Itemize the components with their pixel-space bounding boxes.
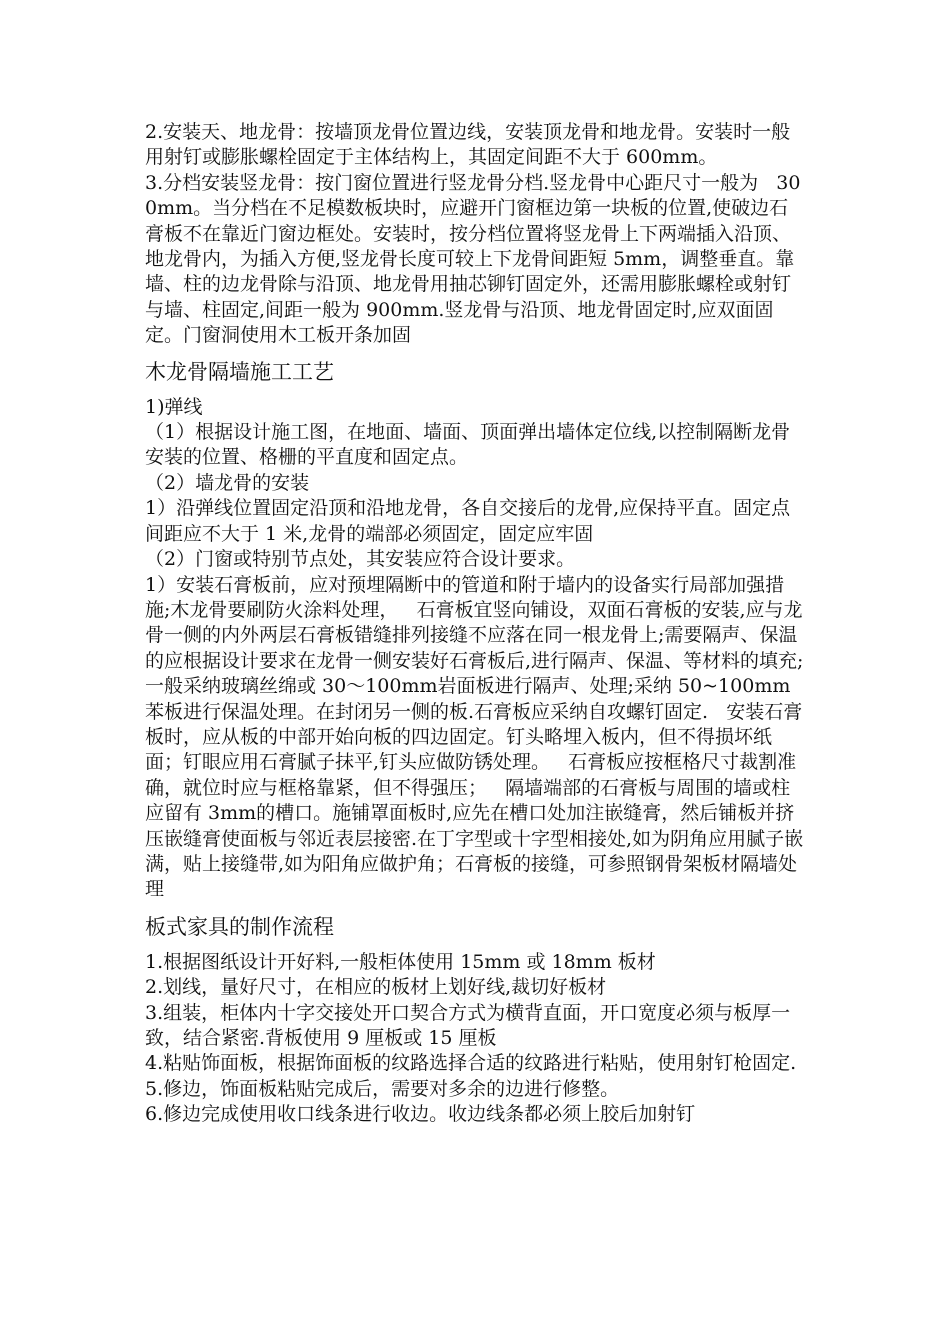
paragraph-wall-keel-fix: 1）沿弹线位置固定沿顶和沿地龙骨，各自交接后的龙骨,应保持平直。固定点间距应不大于 1 米,龙骨的端部必须固定，固定应牢固 xyxy=(145,497,791,545)
list-item: 3.组装，柜体内十字交接处开口契合方式为横背直面，开口宽度必须与板厚一致，结合紧密.背板使用 9 厘板或 15 厘板 xyxy=(145,1001,791,1049)
list-item: 4.粘贴饰面板，根据饰面板的纹路选择合适的纹路进行粘贴，使用射钉枪固定. xyxy=(145,1052,797,1075)
paragraph-snap-line-body: （1）根据设计施工图，在地面、墙面、顶面弹出墙体定位线,以控制隔断龙骨安装的位置、格栅的平直度和固定点。 xyxy=(145,421,791,469)
heading-wood-keel-partition: 木龙骨隔墙施工工艺 xyxy=(145,359,334,384)
document-page xyxy=(145,120,805,1128)
list-item: 1.根据图纸设计开好料,一般柜体使用 15mm 或 18mm 板材 xyxy=(145,950,656,973)
paragraph-install-top-bottom-keel: 2.安装天、地龙骨：按墙顶龙骨位置边线，安装顶龙骨和地龙骨。安装时一般用射钉或膨胀螺栓固定于主体结构上，其固定间距不大于 600mm。 xyxy=(145,121,791,169)
paragraph-gypsum-board-install: 1）安装石膏板前，应对预埋隔断中的管道和附于墙内的设备实行局部加强措施;木龙骨要刷防火涂料处理， 石膏板宜竖向铺设，双面石膏板的安装,应与龙骨一侧的内外两层石膏板错缝排列接缝不应落在同一根龙骨上;需要隔声、保温的应根据设计要求在龙骨一侧安装好石膏板后,进行隔声、保温、等材料的填充;一般采纳玻璃丝绵或 30～100mm岩面板进行隔声、处理;采纳 50~100mm苯板进行保温处理。在封闭另一侧的板.石膏板应采纳自攻螺钉固定. 安装石膏板时，应从板的中部开始向板的四边固定。钉头略埋入板内，但不得损坏纸面；钉眼应用石膏腻子抹平,钉头应做防锈处理。 石膏板应按框格尺寸裁割准确，就位时应与框格靠紧，但不得强压； 隔墙端部的石膏板与周围的墙或柱应留有 3mm的槽口。施铺罩面板时,应先在槽口处加注嵌缝膏，然后铺板并挤压嵌缝膏使面板与邻近表层接密.在丁字型或十字型相接处,如为阴角应用腻子嵌满，贴上接缝带,如为阳角应做护角；石膏板的接缝，可参照钢骨架板材隔墙处理 xyxy=(145,573,804,901)
paragraph-snap-line-title: 1)弹线 xyxy=(145,395,203,418)
paragraph-door-window-nodes: （2）门窗或特别节点处，其安装应符合设计要求。 xyxy=(145,548,576,571)
paragraph-wall-keel-title: （2）墙龙骨的安装 xyxy=(145,471,310,494)
paragraph-install-vertical-keel: 3.分档安装竖龙骨：按门窗位置进行竖龙骨分档.竖龙骨中心距尺寸一般为 300mm。当分档在不足模数板块时，应避开门窗框边第一块板的位置,使破边石膏板不在靠近门窗边框处。安装时，按分档位置将竖龙骨上下两端插入沿顶、地龙骨内，为插入方便,竖龙骨长度可较上下龙骨间距短 5mm，调整垂直。靠墙、柱的边龙骨除与沿顶、地龙骨用抽芯铆钉固定外，还需用膨胀螺栓或射钉与墙、柱固定,间距一般为 900mm.竖龙骨与沿顶、地龙骨固定时,应双面固定。门窗洞使用木工板开条加固 xyxy=(145,171,801,347)
list-item: 2.划线，量好尺寸，在相应的板材上划好线,裁切好板材 xyxy=(145,976,607,999)
heading-panel-furniture-process: 板式家具的制作流程 xyxy=(145,914,334,939)
list-item: 6.修边完成使用收口线条进行收边。收边线条都必须上胶后加射钉 xyxy=(145,1103,696,1126)
list-item: 5.修边，饰面板粘贴完成后，需要对多余的边进行修整。 xyxy=(145,1077,620,1100)
